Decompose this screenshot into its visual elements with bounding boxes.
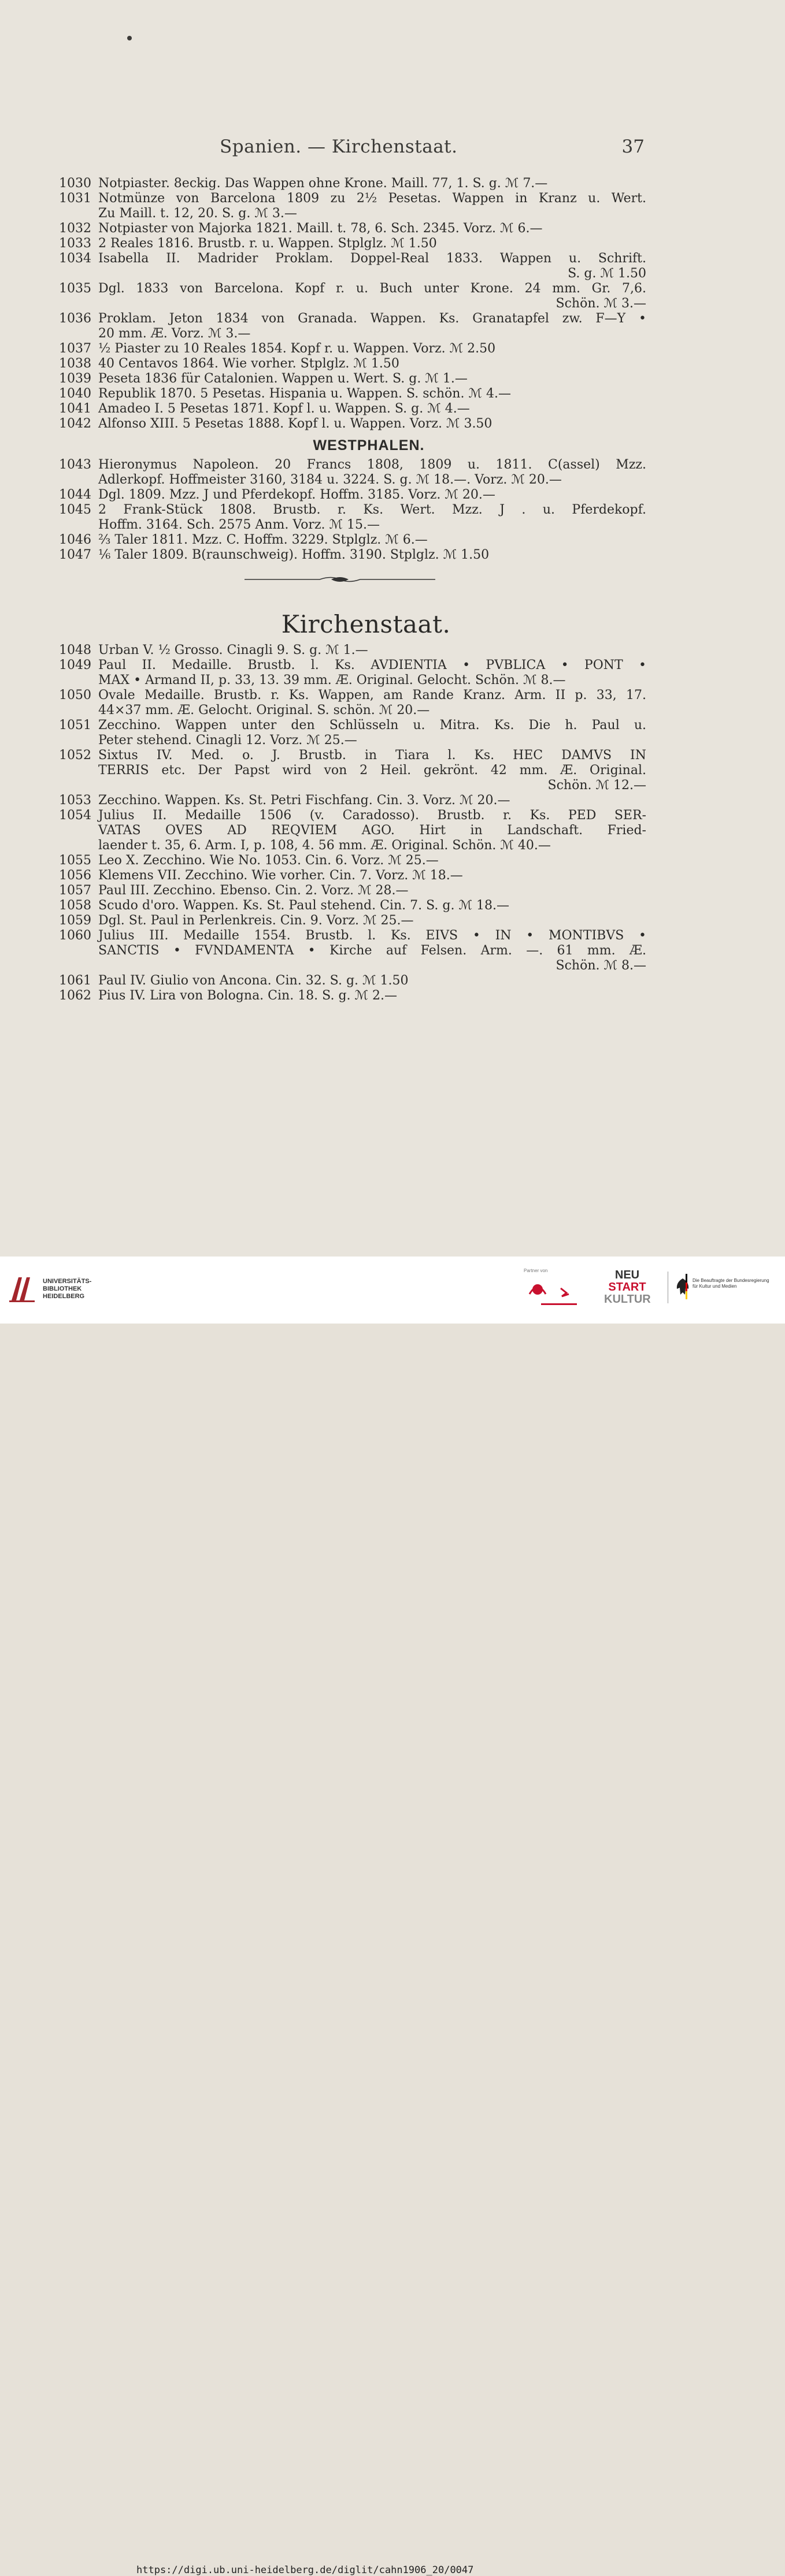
entry-text	[98, 718, 646, 748]
entry-line: S. g. ℳ 1.50	[568, 266, 646, 281]
entry-text	[98, 868, 646, 883]
catalogue-entry	[51, 458, 646, 488]
catalogue-entry	[51, 718, 646, 748]
entry-line: Ovale Medaille. Brustb. r. Ks. Wappen, am Rande Kranz. Arm. II p. 33, 17.	[98, 688, 646, 702]
entry-number: 1046	[59, 533, 91, 547]
ink-spot	[127, 36, 132, 40]
entry-line: Notmünze von Barcelona 1809 zu 2½ Pesetas. Wappen in Kranz u. Wert.	[98, 191, 646, 206]
bkm-text: Die Beauftragte der Bundesregierung für Kultur und Medien	[693, 1278, 769, 1289]
entry-number: 1043	[59, 458, 91, 472]
entry-text	[98, 191, 646, 221]
entry-text	[98, 371, 646, 386]
entry-text	[98, 176, 646, 191]
entry-line: Scudo d'oro. Wappen. Ks. St. Paul stehend. Cin. 7. S. g. ℳ 18.—	[98, 898, 509, 913]
entry-number: 1053	[59, 793, 91, 808]
catalogue-entries	[51, 176, 646, 1003]
entry-number: 1058	[59, 898, 91, 913]
entry-line: Paul II. Medaille. Brustb. l. Ks. AVDIENTIA • PVBLICA • PONT •	[98, 658, 646, 672]
catalogue-entry	[51, 973, 646, 988]
entry-number: 1038	[59, 356, 91, 371]
entry-number: 1036	[59, 311, 91, 326]
entry-text	[98, 221, 646, 236]
catalogue-entry	[51, 808, 646, 853]
entry-line: Hoffm. 3164. Sch. 2575 Anm. Vorz. ℳ 15.—	[98, 518, 380, 532]
entry-number: 1041	[59, 402, 91, 416]
entry-line: Republik 1870. 5 Pesetas. Hispania u. Wappen. S. schön. ℳ 4.—	[98, 386, 511, 401]
catalogue-entry	[51, 898, 646, 913]
entry-line: Julius II. Medaille 1506 (v. Caradosso). Brustb. r. Ks. PED SER-	[98, 808, 646, 823]
scanned-page	[0, 0, 785, 1257]
entry-text	[98, 688, 646, 718]
catalogue-entry	[51, 658, 646, 688]
catalogue-entry	[51, 488, 646, 503]
entry-number: 1045	[59, 503, 91, 517]
catalogue-entry	[51, 688, 646, 718]
entry-number: 1030	[59, 176, 91, 191]
catalogue-entry	[51, 402, 646, 417]
entry-line: Dgl. St. Paul in Perlenkreis. Cin. 9. Vorz. ℳ 25.—	[98, 913, 414, 928]
entry-line: Zu Maill. t. 12, 20. S. g. ℳ 3.—	[98, 206, 297, 221]
entry-number: 1035	[59, 281, 91, 296]
entry-line: Dgl. 1809. Mzz. J und Pferdekopf. Hoffm. 3185. Vorz. ℳ 20.—	[98, 488, 495, 502]
entry-text	[98, 658, 646, 688]
entry-line: ½ Piaster zu 10 Reales 1854. Kopf r. u. Wappen. Vorz. ℳ 2.50	[98, 341, 496, 356]
entry-text	[98, 928, 646, 973]
entry-number: 1055	[59, 853, 91, 868]
entry-line: Dgl. 1833 von Barcelona. Kopf r. u. Buch unter Krone. 24 mm. Gr. 7,6.	[98, 281, 646, 296]
entry-number: 1057	[59, 883, 91, 898]
entry-text	[98, 417, 646, 432]
section-heading: Kirchenstaat.	[281, 610, 451, 638]
catalogue-entry	[51, 417, 646, 432]
entry-number: 1051	[59, 718, 91, 733]
section-heading: WESTPHALEN.	[313, 437, 425, 454]
entry-line: Zecchino. Wappen unter den Schlüsseln u. Mitra. Ks. Die h. Paul u.	[98, 718, 646, 733]
page-number: 37	[621, 136, 645, 157]
entry-line: 20 mm. Æ. Vorz. ℳ 3.—	[98, 326, 251, 341]
digital-library-logo-icon	[527, 1277, 591, 1309]
entry-text	[98, 808, 646, 853]
entry-text	[98, 853, 646, 868]
neustart-kultur-logo: NEU START KULTUR	[604, 1269, 651, 1306]
running-header	[220, 136, 645, 159]
catalogue-entry	[51, 548, 646, 563]
entry-line: 2 Frank-Stück 1808. Brustb. r. Ks. Wert. Mzz. J . u. Pferdekopf.	[98, 503, 646, 517]
entry-number: 1039	[59, 371, 91, 386]
catalogue-entry	[51, 371, 646, 386]
catalogue-entry	[51, 913, 646, 928]
entry-text	[98, 793, 646, 808]
entry-number: 1060	[59, 928, 91, 943]
catalogue-entry	[51, 868, 646, 883]
entry-line: Urban V. ½ Grosso. Cinagli 9. S. g. ℳ 1.—	[98, 643, 368, 657]
permalink-url[interactable]: https://digi.ub.uni-heidelberg.de/diglit/cahn1906_20/0047	[136, 2564, 474, 2576]
federal-eagle-icon	[675, 1277, 690, 1297]
entry-line: Peseta 1836 für Catalonien. Wappen u. Wert. S. g. ℳ 1.—	[98, 371, 468, 386]
entry-number: 1059	[59, 913, 91, 928]
entry-line: ⅔ Taler 1811. Mzz. C. Hoffm. 3229. Stplglz. ℳ 6.—	[98, 533, 428, 547]
entry-number: 1040	[59, 386, 91, 401]
catalogue-entry	[51, 643, 646, 658]
catalogue-entry	[51, 176, 646, 191]
entry-number: 1042	[59, 417, 91, 431]
catalogue-entry	[51, 191, 646, 221]
entry-number: 1034	[59, 251, 91, 266]
entry-line: Paul III. Zecchino. Ebenso. Cin. 2. Vorz. ℳ 28.—	[98, 883, 409, 898]
entry-text	[98, 503, 646, 533]
entry-text	[98, 281, 646, 311]
entry-line: laender t. 35, 6. Arm. I, p. 108, 4. 56 mm. Æ. Original. Schön. ℳ 40.—	[98, 838, 551, 853]
viewer-footer	[0, 1257, 785, 2576]
entry-line: Notpiaster. 8eckig. Das Wappen ohne Krone. Maill. 77, 1. S. g. ℳ 7.—	[98, 176, 548, 191]
entry-number: 1052	[59, 748, 91, 763]
entry-text	[98, 548, 646, 563]
entry-line: 44×37 mm. Æ. Gelocht. Original. S. schön. ℳ 20.—	[98, 703, 430, 718]
entry-line: Notpiaster von Majorka 1821. Maill. t. 78, 6. Sch. 2345. Vorz. ℳ 6.—	[98, 221, 543, 236]
entry-text	[98, 898, 646, 913]
catalogue-entry	[51, 988, 646, 1003]
catalogue-entry	[51, 748, 646, 793]
entry-text	[98, 883, 646, 898]
entry-line: 2 Reales 1816. Brustb. r. u. Wappen. Stplglz. ℳ 1.50	[98, 236, 437, 251]
entry-number: 1032	[59, 221, 91, 236]
entry-number: 1050	[59, 688, 91, 702]
entry-number: 1033	[59, 236, 91, 251]
entry-text	[98, 402, 646, 417]
entry-text	[98, 973, 646, 988]
entry-number: 1062	[59, 988, 91, 1003]
partner-label: Partner von	[524, 1268, 548, 1273]
entry-number: 1049	[59, 658, 91, 672]
entry-line: Schön. ℳ 8.—	[556, 958, 646, 973]
entry-text	[98, 311, 646, 341]
entry-line: TERRIS etc. Der Papst wird von 2 Heil. gekrönt. 42 mm. Æ. Original.	[98, 763, 646, 778]
catalogue-entry	[51, 356, 646, 371]
ornament-divider	[51, 563, 646, 596]
entry-line: Julius III. Medaille 1554. Brustb. l. Ks. EIVS • IN • MONTIBVS •	[98, 928, 646, 943]
entry-line: Hieronymus Napoleon. 20 Francs 1808, 1809 u. 1811. C(assel) Mzz.	[98, 458, 646, 472]
catalogue-entry	[51, 386, 646, 402]
entry-line: Zecchino. Wappen. Ks. St. Petri Fischfang. Cin. 3. Vorz. ℳ 20.—	[98, 793, 510, 808]
entry-line: Sixtus IV. Med. o. J. Brustb. in Tiara l. Ks. HEC DAMVS IN	[98, 748, 646, 763]
entry-line: Isabella II. Madrider Proklam. Doppel-Real 1833. Wappen u. Schrift.	[98, 251, 646, 266]
entry-text	[98, 341, 646, 356]
catalogue-entry	[51, 221, 646, 236]
entry-text	[98, 748, 646, 793]
entry-number: 1044	[59, 488, 91, 502]
entry-text	[98, 913, 646, 928]
university-library-logo-icon	[8, 1274, 38, 1304]
entry-number: 1037	[59, 341, 91, 356]
entry-line: Pius IV. Lira von Bologna. Cin. 18. S. g. ℳ 2.—	[98, 988, 398, 1003]
entry-text	[98, 488, 646, 503]
entry-text	[98, 533, 646, 548]
entry-line: Klemens VII. Zecchino. Wie vorher. Cin. 7. Vorz. ℳ 18.—	[98, 868, 463, 883]
entry-line: Peter stehend. Cinagli 12. Vorz. ℳ 25.—	[98, 733, 357, 748]
entry-text	[98, 251, 646, 281]
running-title: Spanien. — Kirchenstaat.	[220, 136, 458, 157]
entry-line: Paul IV. Giulio von Ancona. Cin. 32. S. g. ℳ 1.50	[98, 973, 409, 988]
entry-line: Proklam. Jeton 1834 von Granada. Wappen. Ks. Granatapfel zw. F—Y •	[98, 311, 646, 326]
catalogue-entry	[51, 341, 646, 356]
catalogue-entry	[51, 883, 646, 898]
entry-line: Adlerkopf. Hoffmeister 3160, 3184 u. 3224. S. g. ℳ 18.—. Vorz. ℳ 20.—	[98, 473, 562, 487]
entry-line: ⅙ Taler 1809. B(raunschweig). Hoffm. 3190. Stplglz. ℳ 1.50	[98, 548, 490, 562]
university-library-name: UNIVERSITÄTS- BIBLIOTHEK HEIDELBERG	[43, 1278, 92, 1300]
entry-line: MAX • Armand II, p. 33, 13. 39 mm. Æ. Original. Gelocht. Schön. ℳ 8.—	[98, 673, 566, 687]
entry-text	[98, 236, 646, 251]
entry-text	[98, 643, 646, 658]
entry-text	[98, 356, 646, 371]
catalogue-entry	[51, 281, 646, 311]
entry-line: 40 Centavos 1864. Wie vorher. Stplglz. ℳ 1.50	[98, 356, 399, 371]
catalogue-entry	[51, 503, 646, 533]
catalogue-entry	[51, 793, 646, 808]
entry-line: Schön. ℳ 12.—	[547, 778, 646, 793]
catalogue-entry	[51, 853, 646, 868]
catalogue-entry	[51, 533, 646, 548]
entry-line: Schön. ℳ 3.—	[556, 296, 646, 311]
entry-line: Leo X. Zecchino. Wie No. 1053. Cin. 6. Vorz. ℳ 25.—	[98, 853, 439, 868]
entry-line: Alfonso XIII. 5 Pesetas 1888. Kopf l. u. Wappen. Vorz. ℳ 3.50	[98, 417, 493, 431]
catalogue-entry	[51, 236, 646, 251]
entry-text	[98, 988, 646, 1003]
entry-text	[98, 458, 646, 488]
catalogue-entry	[51, 311, 646, 341]
entry-number: 1056	[59, 868, 91, 883]
entry-line: VATAS OVES AD REQVIEM AGO. Hirt in Landschaft. Fried-	[98, 823, 646, 838]
entry-number: 1061	[59, 973, 91, 988]
entry-number: 1048	[59, 643, 91, 657]
entry-number: 1047	[59, 548, 91, 562]
entry-text	[98, 386, 646, 402]
entry-line: SANCTIS • FVNDAMENTA • Kirche auf Felsen. Arm. —. 61 mm. Æ.	[98, 943, 646, 958]
catalogue-entry	[51, 251, 646, 281]
entry-number: 1031	[59, 191, 91, 206]
entry-number: 1054	[59, 808, 91, 823]
catalogue-entry	[51, 928, 646, 973]
entry-line: Amadeo I. 5 Pesetas 1871. Kopf l. u. Wappen. S. g. ℳ 4.—	[98, 402, 470, 416]
